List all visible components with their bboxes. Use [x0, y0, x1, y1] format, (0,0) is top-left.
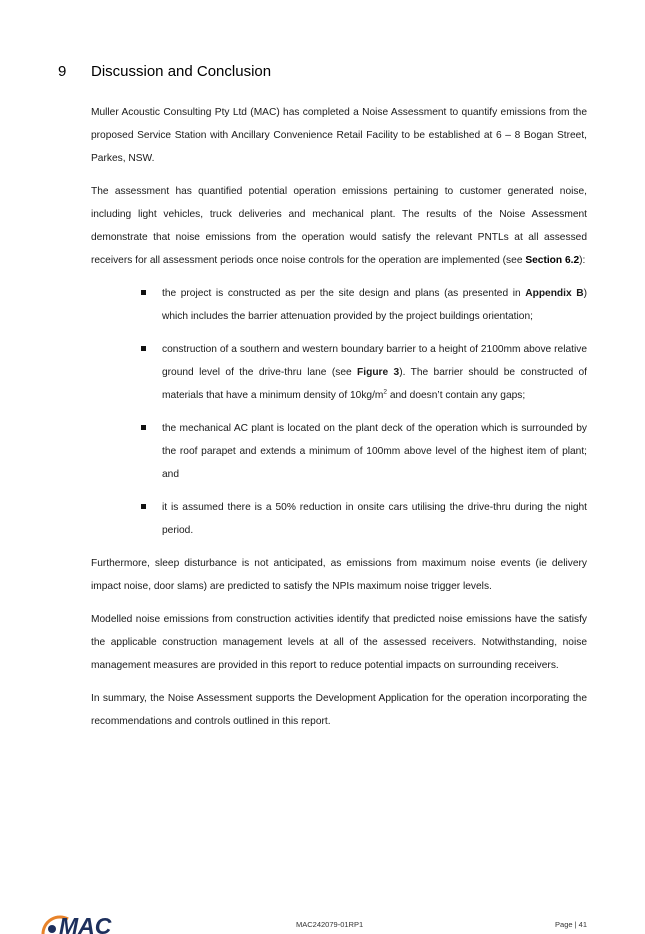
- page-number: Page | 41: [555, 920, 587, 929]
- document-reference: MAC242079-01RP1: [296, 920, 364, 929]
- bullet-4-text: it is assumed there is a 50% reduction in onsite cars utilising the drive-thru during the night period.: [162, 502, 587, 536]
- bullet-2-pre: construction of a southern and western boundary barrier to a height of 2100mm above relative ground level of the drive-thru lane (see: [162, 344, 587, 378]
- bullet-square-icon: [141, 346, 146, 351]
- paragraph-construction: Modelled noise emissions from construction activities identify that predicted noise emissions have the satisfy the applicable construction management levels at all of the assessed receivers. Notwithstanding, noise management measures are provided in this report to reduce potential impacts on surrounding receivers.: [91, 614, 587, 671]
- paragraph-assessment-text: The assessment has quantified potential operation emissions pertaining to customer generated noise, including light vehicles, truck deliveries and mechanical plant. The results of the Noise Assessment demonstrate that noise emissions from the operation would satisfy the relevant PNTLs at all assessed receivers for all assessment periods once noise controls for the operation are implemented (see: [91, 186, 587, 266]
- paragraph-assessment-end: ):: [579, 255, 586, 266]
- section-heading: [58, 63, 598, 80]
- section-number: 9: [58, 63, 67, 80]
- bullet-square-icon: [141, 290, 146, 295]
- bullet-1-post: ) which includes the barrier attenuation provided by the project buildings orientation;: [162, 288, 587, 322]
- paragraph-sleep-disturbance: Furthermore, sleep disturbance is not anticipated, as emissions from maximum noise events (ie delivery impact noise, door slams) are predicted to satisfy the NPIs maximum noise trigger levels.: [91, 558, 587, 592]
- svg-text:MAC: MAC: [59, 913, 112, 934]
- bullet-square-icon: [141, 425, 146, 430]
- section-title: Discussion and Conclusion: [91, 63, 272, 80]
- body-content: [91, 101, 587, 743]
- paragraph-intro: Muller Acoustic Consulting Pty Ltd (MAC) has completed a Noise Assessment to quantify emissions from the proposed Service Station with Ancillary Convenience Retail Facility to be established at 6 – 8 Bogan Street, Parkes, NSW.: [91, 107, 587, 164]
- mac-logo: [38, 909, 128, 934]
- noise-controls-list: [91, 282, 587, 542]
- bullet-1-pre: the project is constructed as per the site design and plans (as presented in: [162, 288, 526, 299]
- list-item: [162, 417, 587, 486]
- appendix-b-reference: Appendix B: [525, 288, 584, 299]
- list-item: [162, 282, 587, 328]
- figure-3-reference: Figure 3: [357, 367, 400, 378]
- paragraph-assessment: [91, 180, 587, 272]
- page-footer: [0, 909, 645, 934]
- section-6-2-reference: Section 6.2: [525, 255, 580, 266]
- bullet-square-icon: [141, 504, 146, 509]
- bullet-2-post: and doesn’t contain any gaps;: [387, 390, 526, 401]
- list-item: [162, 338, 587, 407]
- paragraph-summary: In summary, the Noise Assessment supports the Development Application for the operation incorporating the recommendations and controls outlined in this report.: [91, 693, 587, 727]
- superscript: 2: [383, 388, 388, 396]
- list-item: [162, 496, 587, 542]
- bullet-3-text: the mechanical AC plant is located on the plant deck of the operation which is surrounded by the roof parapet and extends a minimum of 100mm above level of the highest item of plant; and: [162, 423, 587, 480]
- bullet-2-mid: ). The barrier should be constructed of materials that have a minimum density of 10kg/m: [162, 367, 587, 401]
